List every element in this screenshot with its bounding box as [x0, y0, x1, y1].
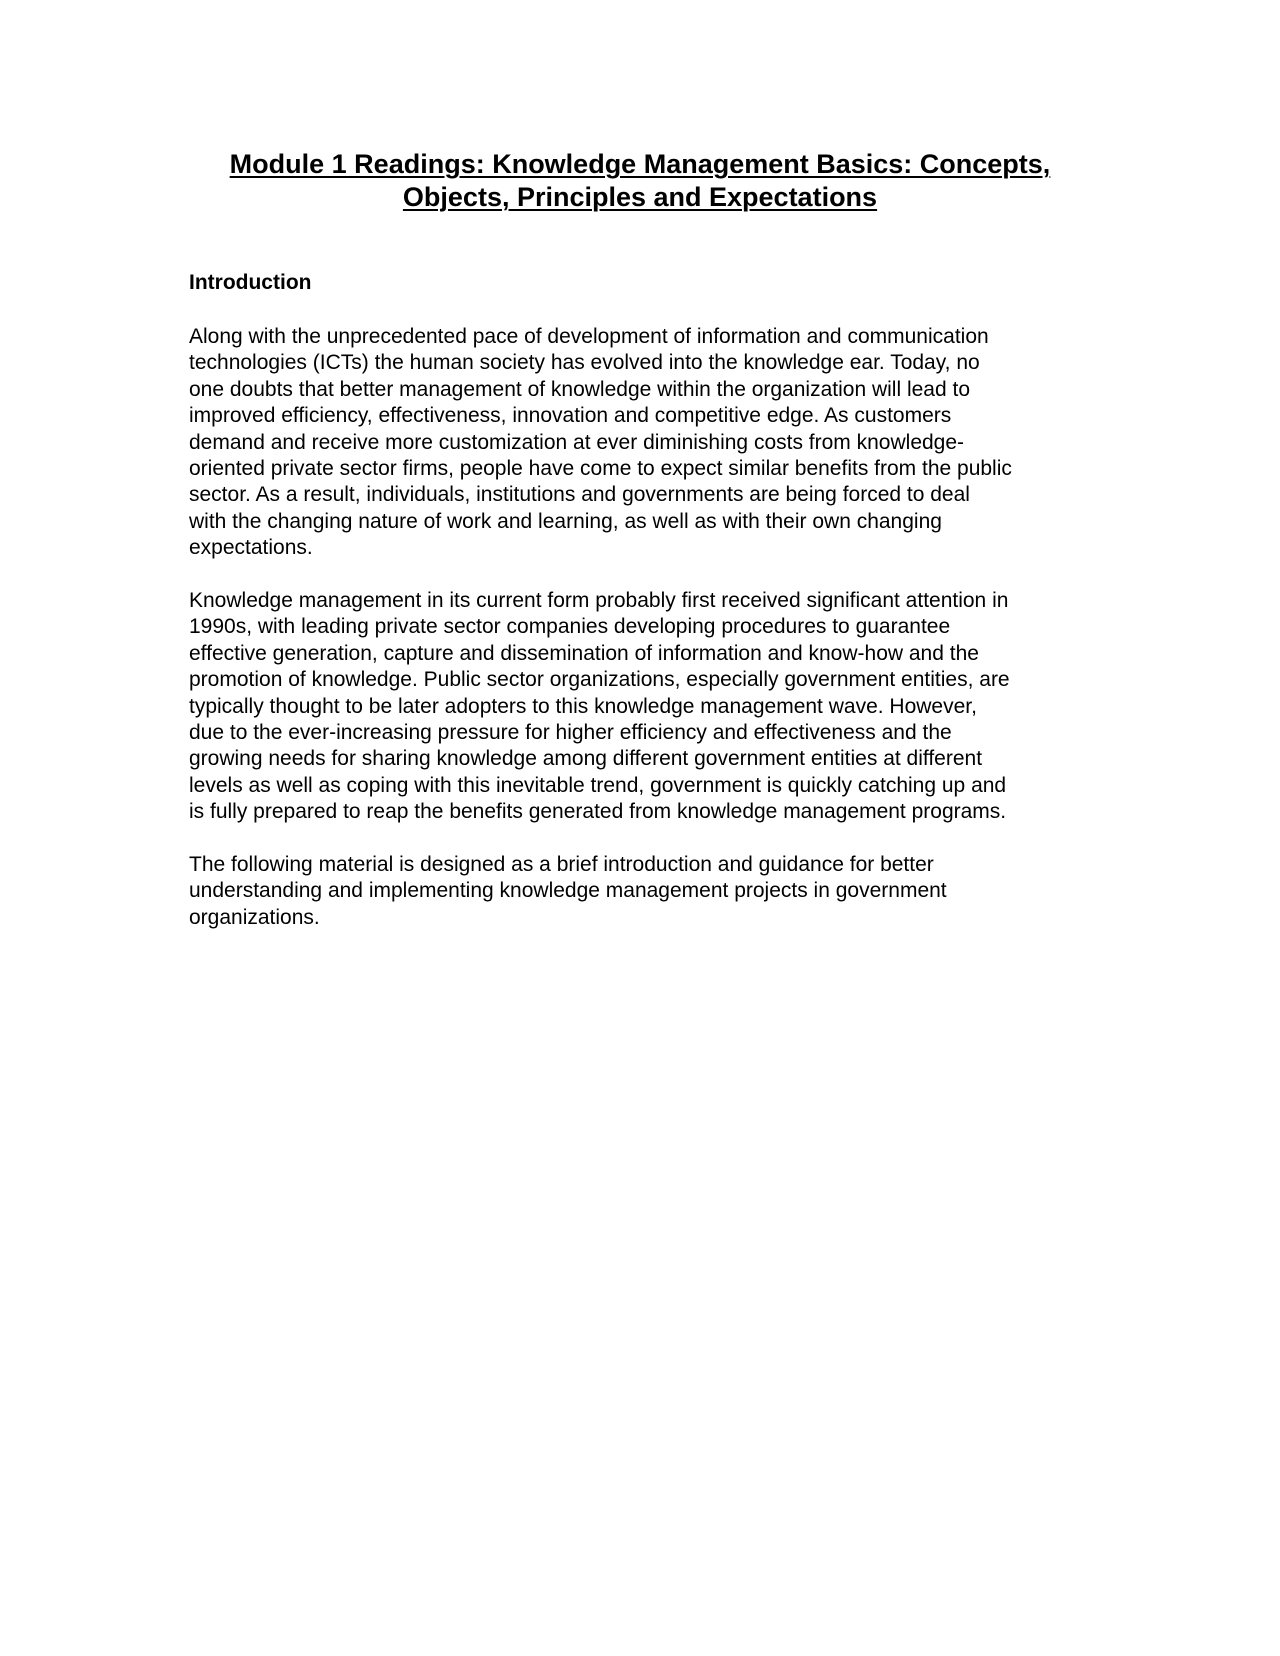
paragraph-line: expectations.	[189, 536, 313, 560]
paragraph-line: with the changing nature of work and learning, as well as with their own changing	[189, 509, 942, 533]
paragraph-line: technologies (ICTs) the human society has evolved into the knowledge ear. Today, no	[189, 351, 980, 375]
paragraph-line: demand and receive more customization at ever diminishing costs from knowledge-	[189, 430, 965, 454]
paragraph-line: understanding and implementing knowledge management projects in government	[189, 879, 947, 903]
paragraph-line: is fully prepared to reap the benefits generated from knowledge management programs.	[189, 800, 1007, 824]
document-title-line-1: Module 1 Readings: Knowledge Management Basics: Concepts,	[229, 149, 1051, 179]
paragraph-line: organizations.	[189, 905, 320, 929]
paragraph-line: promotion of knowledge. Public sector organizations, especially government entities, are	[189, 668, 1010, 692]
document-title	[160, 148, 1120, 214]
paragraph-line: oriented private sector firms, people have come to expect similar benefits from the public	[189, 457, 1012, 481]
paragraph-line: effective generation, capture and dissemination of information and know-how and the	[189, 641, 979, 665]
section-heading-introduction: Introduction	[189, 271, 312, 294]
paragraph-line: improved efficiency, effectiveness, innovation and competitive edge. As customers	[189, 404, 952, 428]
paragraph-2	[189, 588, 1109, 826]
paragraph-line: typically thought to be later adopters to this knowledge management wave. However,	[189, 694, 977, 718]
paragraph-line: Knowledge management in its current form probably first received significant attention in	[189, 589, 1009, 612]
paragraph-line: growing needs for sharing knowledge among different government entities at different	[189, 747, 983, 771]
paragraph-1	[189, 324, 1109, 562]
paragraph-line: 1990s, with leading private sector companies developing procedures to guarantee	[189, 615, 951, 639]
paragraph-line: levels as well as coping with this inevitable trend, government is quickly catching up and	[189, 773, 1007, 797]
paragraph-line: Along with the unprecedented pace of development of information and communication	[189, 325, 989, 348]
paragraph-line: The following material is designed as a brief introduction and guidance for better	[189, 853, 934, 876]
paragraph-line: one doubts that better management of knowledge within the organization will lead to	[189, 377, 970, 401]
paragraph-3	[189, 852, 1109, 931]
paragraph-line: due to the ever-increasing pressure for higher efficiency and effectiveness and the	[189, 721, 952, 745]
document-title-line-2: Objects, Principles and Expectations	[402, 182, 878, 212]
paragraph-line: sector. As a result, individuals, institutions and governments are being forced to deal	[189, 483, 970, 507]
